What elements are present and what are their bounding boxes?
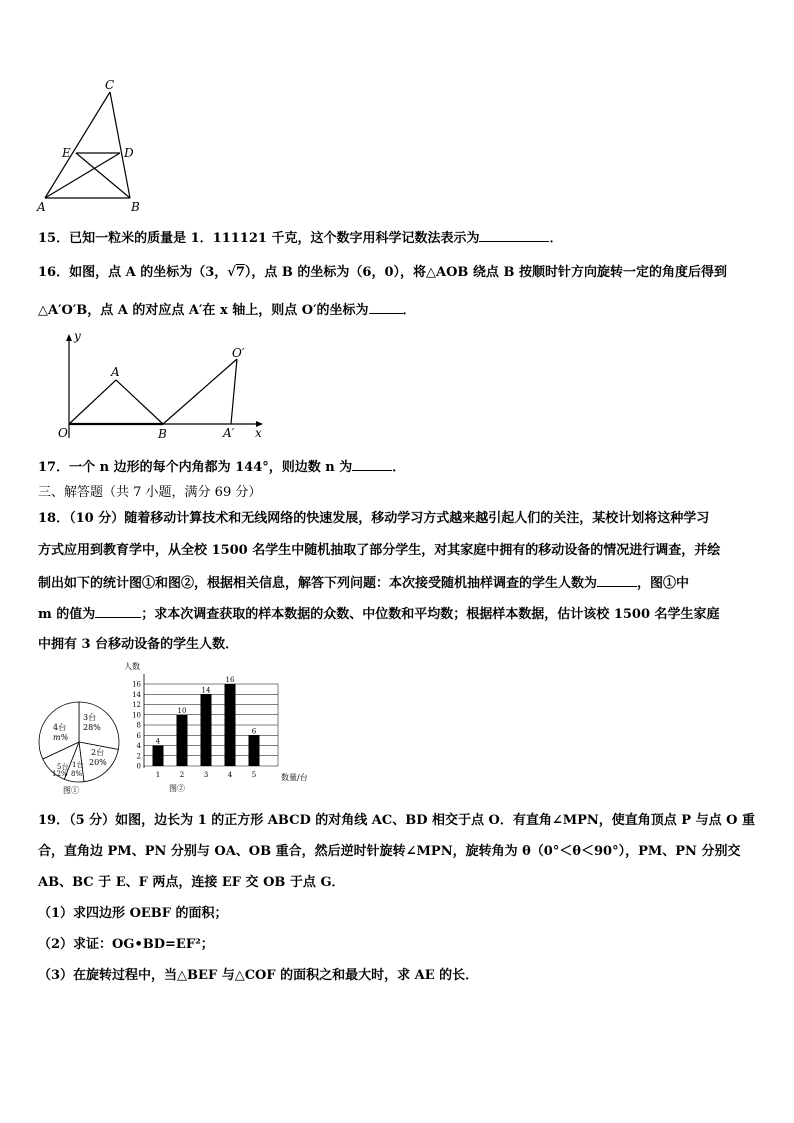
answer-blank-16[interactable]: [369, 301, 403, 314]
x-tick-label: 4: [227, 771, 233, 779]
x-tick-label: 2: [179, 771, 185, 779]
question-18-line-2: 方式应用到教育学中，从全校 1500 名学生中随机抽取了部分学生，对其家庭中拥有的移动设备的情况进行调查，并绘: [38, 543, 721, 558]
question-15-end: ．: [549, 231, 563, 246]
answer-blank-18b[interactable]: [95, 605, 141, 618]
edge-ac: [45, 92, 110, 198]
question-17-end: ．: [392, 460, 406, 475]
question-16-text-b: ），点 B 的坐标为（6，0），将△AOB 绕点 B 按顺时针方向旋转一定的角度后得到: [244, 265, 727, 280]
question-17: [38, 458, 405, 477]
pie-label-4: 4台: [53, 723, 67, 732]
question-16-text-2: △A′O′B，点 A 的对应点 A′在 x 轴上，则点 O′的坐标为: [38, 303, 369, 318]
y-tick-label: 2: [136, 752, 141, 761]
label-o: O: [58, 426, 68, 440]
bar-4: [225, 684, 236, 766]
question-19-line-3: AB、BC 于 E、F 两点，连接 EF 交 OB 于点 G．: [38, 875, 345, 890]
question-19-line-2: 合，直角边 PM、PN 分别与 OA、OB 重合，然后逆时针旋转∠MPN，旋转角为 θ（0°＜θ＜90°），PM、PN 分别交: [38, 844, 741, 859]
question-18-line-3: [38, 574, 689, 593]
pie-value-4: m%: [53, 733, 69, 742]
label-a-prime: A′: [223, 426, 235, 440]
answer-blank-18a[interactable]: [597, 574, 637, 587]
question-15: [38, 229, 562, 248]
bar-5: [249, 735, 260, 766]
y-tick-label: 10: [132, 711, 141, 720]
question-18-text-4a: m 的值为: [38, 607, 96, 622]
y-axis-arrow: [66, 334, 72, 341]
bar-x-label: 数量/台: [281, 773, 308, 782]
question-19-part-2: （2）求证：OG•BD=EF²；: [38, 937, 214, 952]
section-3-title: 三、解答题（共 7 小题，满分 69 分）: [38, 485, 262, 500]
sqrt-value: 7: [235, 265, 245, 280]
question-19-part-1: （1）求四边形 OEBF 的面积；: [38, 906, 228, 921]
edge-bo2: [163, 359, 237, 424]
bar-y-ticks: [132, 681, 141, 771]
edge-ad: [45, 153, 120, 198]
bar-2: [177, 715, 188, 766]
question-18-text-3a: 制出如下的统计图①和图②，根据相关信息，解答下列问题：本次接受随机抽样调查的学生人数为: [38, 576, 598, 591]
question-18-line-1: 18．（10 分）随着移动计算技术和无线网络的快速发展，移动学习方式越来越引起人们的关注，某校计划将这种学习: [38, 511, 710, 526]
pie-label-1: 1台: [72, 761, 84, 769]
y-tick-label: 16: [132, 680, 141, 689]
edge-ab-coord: [116, 380, 163, 424]
pie-value-5: 12%: [52, 770, 68, 778]
y-tick-label: 12: [132, 701, 141, 709]
pie-label-3: 3台: [83, 713, 97, 722]
bar-value-label: 4: [155, 737, 161, 746]
question-18-text-4b: ；求本次调查获取的样本数据的众数、中位数和平均数；根据样本数据，估计该校 1500 名学生家庭: [141, 607, 720, 622]
pie-label-2: 2台: [91, 748, 105, 757]
x-tick-label: 3: [203, 771, 209, 779]
y-tick-label: 6: [136, 731, 141, 740]
label-d: D: [124, 146, 134, 160]
bar-y-label: 人数: [124, 662, 140, 671]
label-o-prime: O′: [232, 346, 245, 360]
pie-value-3: 28%: [83, 723, 101, 732]
question-19-line-1: 19．（5 分）如图，边长为 1 的正方形 ABCD 的对角线 AC、BD 相交于点 O．有直角∠MPN，使直角顶点 P 与点 O 重: [38, 813, 755, 828]
pie-caption: 图①: [63, 786, 79, 795]
question-15-text: 15．已知一粒米的质量是 1．111121 千克，这个数字用科学记数法表示为: [38, 231, 480, 246]
label-b: B: [131, 200, 140, 214]
label-x: x: [255, 426, 262, 440]
question-16-end: ．: [402, 303, 416, 318]
question-16-line-1: [38, 264, 727, 282]
question-18-line-4: [38, 605, 720, 624]
edge-bc: [110, 92, 130, 198]
question-16-line-2: [38, 301, 416, 320]
bar-value-label: 16: [225, 676, 235, 684]
pie-chart: [35, 660, 125, 800]
bar-1: [153, 746, 164, 767]
pie-label-5: 5台: [57, 763, 69, 771]
label-c: C: [105, 78, 115, 92]
label-y: y: [74, 329, 81, 343]
y-tick-label: 8: [136, 721, 141, 730]
question-18-line-5: 中拥有 3 台移动设备的学生人数．: [38, 637, 239, 652]
y-tick-label: 4: [136, 742, 141, 750]
y-tick-label: 0: [136, 762, 141, 771]
edge-oa: [69, 380, 116, 424]
y-tick-label: 14: [132, 690, 141, 699]
bar-value-label: 10: [177, 706, 187, 715]
bar-chart: [124, 658, 318, 798]
pie-value-2: 20%: [89, 758, 107, 767]
question-19-part-3: （3）在旋转过程中，当△BEF 与△COF 的面积之和最大时，求 AE 的长．: [38, 968, 479, 983]
edge-o2a2: [231, 359, 237, 424]
bar-x-ticks: [156, 771, 256, 779]
question-16-text-a: 16．如图，点 A 的坐标为（3，: [38, 265, 228, 280]
x-tick-label: 5: [251, 771, 257, 779]
triangle-figure: [30, 78, 150, 218]
answer-blank-17[interactable]: [352, 458, 392, 471]
label-e: E: [62, 146, 71, 160]
bar-3: [201, 694, 212, 766]
coordinate-figure: [55, 328, 295, 443]
bar-series: [153, 676, 260, 766]
x-tick-label: 1: [155, 771, 161, 779]
question-18-text-3b: ，图①中: [637, 576, 690, 591]
sqrt-symbol: √: [227, 265, 236, 280]
label-a: A: [37, 200, 46, 214]
edge-be: [76, 153, 130, 198]
label-b-coord: B: [158, 427, 167, 441]
question-17-text: 17．一个 n 边形的每个内角都为 144°，则边数 n 为: [38, 460, 353, 475]
bar-caption: 图②: [169, 784, 185, 793]
bar-value-label: 6: [251, 727, 257, 736]
answer-blank-15[interactable]: [479, 229, 549, 242]
bar-value-label: 14: [201, 686, 211, 695]
label-a-coord: A: [111, 365, 120, 379]
pie-value-1: 8%: [71, 770, 83, 778]
